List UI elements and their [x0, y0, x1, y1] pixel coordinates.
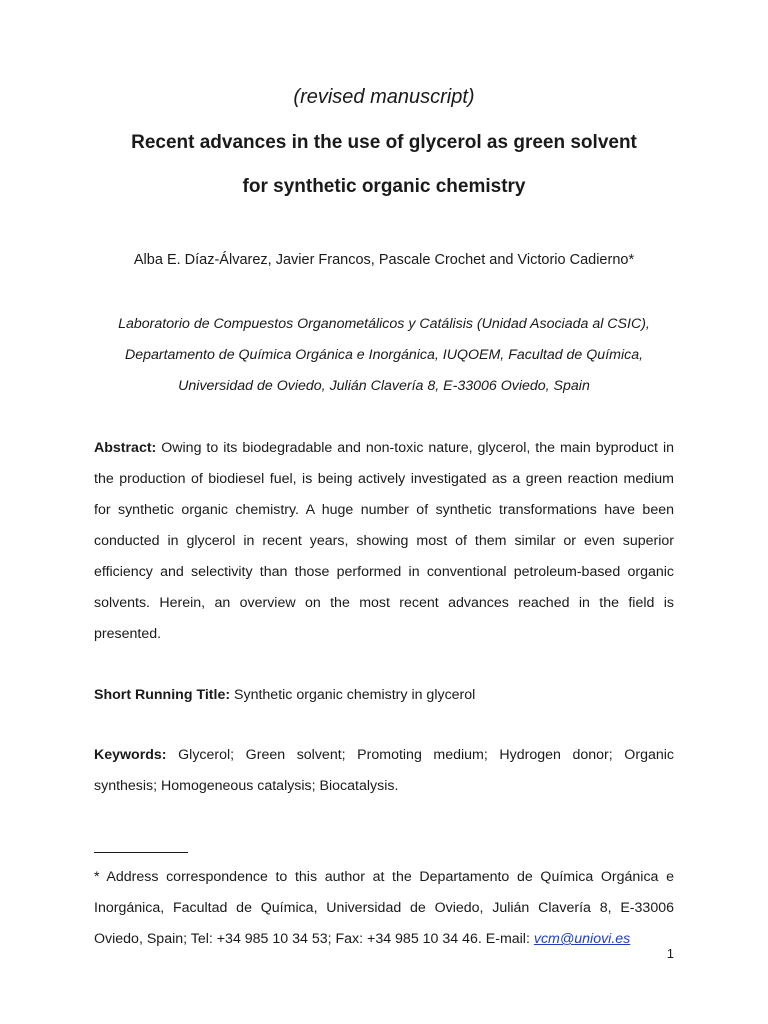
paper-title-line-1: Recent advances in the use of glycerol as green solvent [131, 132, 637, 153]
keywords-label: Keywords: [94, 747, 167, 763]
abstract-section [94, 433, 674, 650]
keywords-text: Glycerol; Green solvent; Promoting medium; Hydrogen donor; Organic synthesis; Homogeneous catalysis; Biocatalysis. [94, 747, 674, 794]
abstract-label: Abstract: [94, 440, 157, 456]
keywords-section [94, 740, 674, 802]
footnote-text: * Address correspondence to this author at the Departamento de Química Orgánica e Inorgánica, Facultad de Química, Universidad de Oviedo, Julián Clavería 8, E-33006 Oviedo, Spain; Tel: +34 985 10 34 53; Fax: +34 985 10 34 46. E-mail: [94, 869, 674, 947]
manuscript-status: (revised manuscript) [293, 86, 475, 108]
footnote-divider [94, 852, 188, 853]
affiliation-line-3: Universidad de Oviedo, Julián Clavería 8, E-33006 Oviedo, Spain [178, 378, 590, 394]
affiliation-line-1: Laboratorio de Compuestos Organometálicos y Catálisis (Unidad Asociada al CSIC), [118, 316, 650, 332]
running-title-text: Synthetic organic chemistry in glycerol [234, 687, 476, 703]
email-link[interactable]: vcm@uniovi.es [533, 931, 631, 947]
correspondence-footnote [94, 862, 674, 955]
author-list: Alba E. Díaz-Álvarez, Javier Francos, Pascale Crochet and Victorio Cadierno* [133, 252, 635, 268]
paper-title-line-2: for synthetic organic chemistry [242, 176, 526, 197]
affiliation-line-2: Departamento de Química Orgánica e Inorgánica, IUQOEM, Facultad de Química, [124, 347, 644, 363]
page-number: 1 [666, 946, 674, 961]
abstract-text: Owing to its biodegradable and non-toxic nature, glycerol, the main byproduct in the production of biodiesel fuel, is being actively investigated as a green reaction medium for synthetic organic chemistry. A huge number of synthetic transformations have been conducted in glycerol in recent years, showing most of them similar or even superior efficiency and selectivity than those performed in conventional petroleum-based organic solvents. Herein, an overview on the most recent advances reached in the field is presented. [94, 440, 674, 642]
running-title-section [94, 680, 674, 711]
running-title-label: Short Running Title: [94, 687, 231, 703]
